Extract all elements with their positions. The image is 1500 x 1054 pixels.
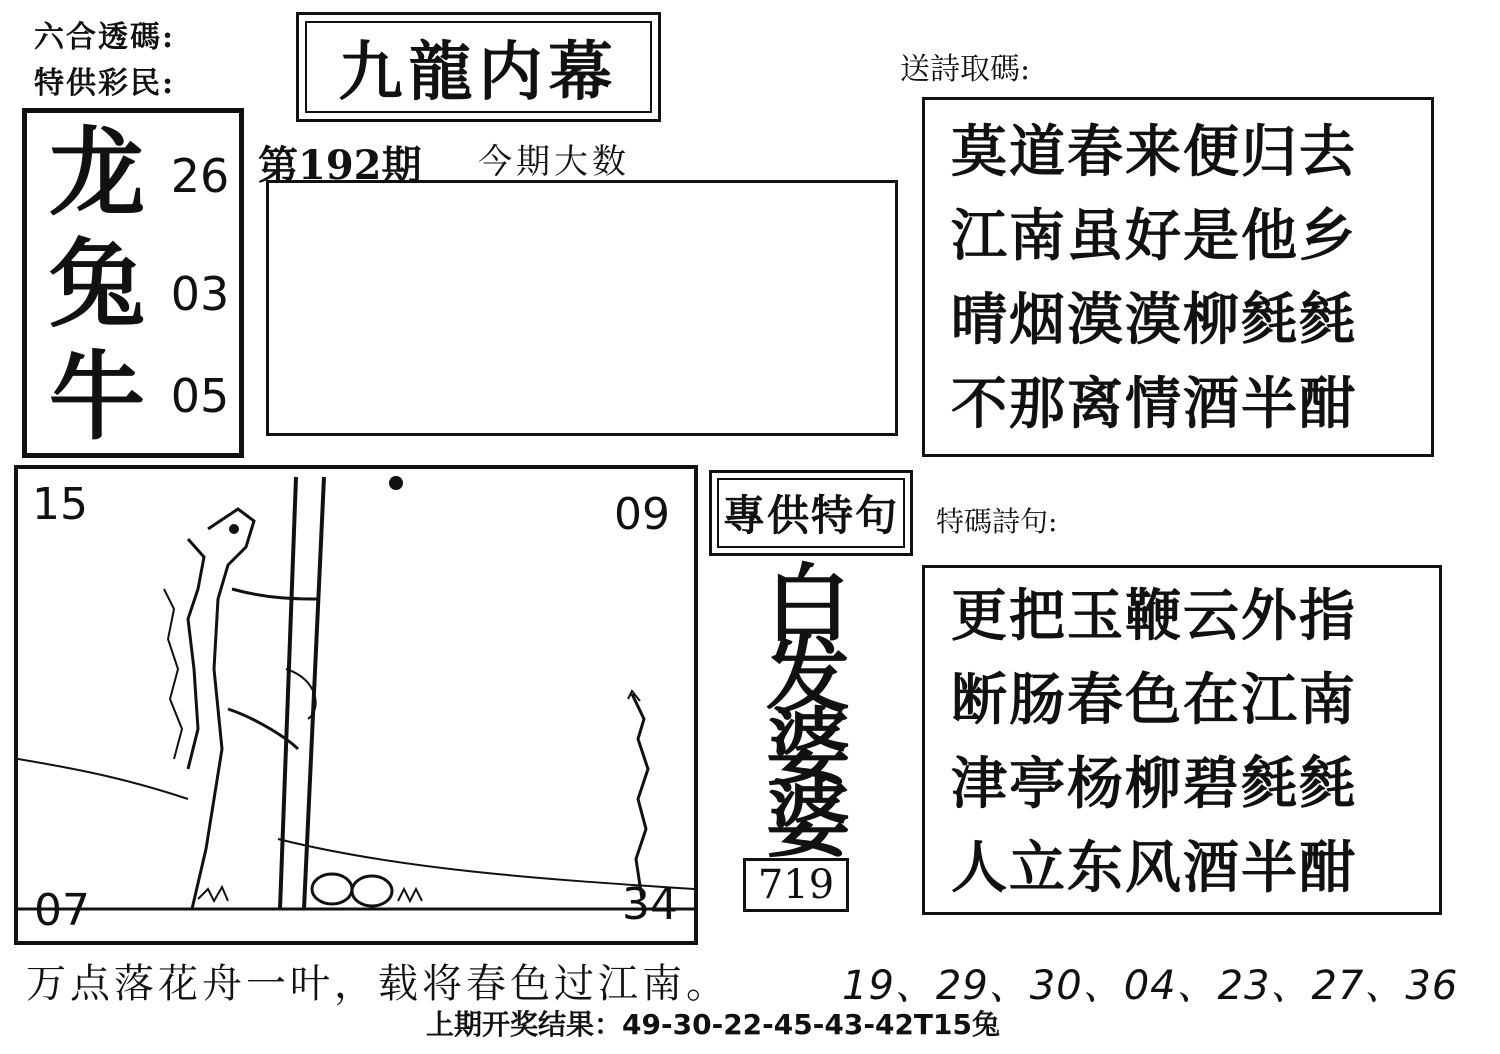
page-title: 九龍内幕 xyxy=(338,35,619,110)
zodiac-box xyxy=(22,108,244,458)
poem-line: 晴烟漠漠柳毵毵 xyxy=(951,287,1357,353)
zodiac-number: 26 xyxy=(170,149,230,203)
special-plaque-label: 專供特句 xyxy=(722,491,899,540)
poem2-heading: 特碼詩句: xyxy=(936,505,1058,538)
vertical-phrase-char: 婆 xyxy=(765,770,850,869)
zodiac-animal: 牛 xyxy=(49,340,145,453)
poem1-heading: 送詩取碼: xyxy=(900,52,1031,87)
poem-line: 江南虽好是他乡 xyxy=(951,203,1357,269)
big-number-box xyxy=(266,180,898,436)
corner-number-bottom-right: 34 xyxy=(622,879,678,930)
poem-line: 津亭杨柳碧毵毵 xyxy=(951,751,1357,817)
vertical-phrase xyxy=(748,554,868,869)
slogan-line-1: 六合透碼: xyxy=(34,20,176,55)
picture-box xyxy=(14,465,698,945)
issue-label: 第192期 xyxy=(258,142,422,189)
corner-number-top-right: 09 xyxy=(614,489,670,540)
zodiac-number: 05 xyxy=(170,369,230,423)
last-result xyxy=(426,1003,1000,1043)
corner-number-bottom-left: 07 xyxy=(34,885,90,936)
poem-line: 更把玉鞭云外指 xyxy=(951,583,1357,649)
last-result-label: 上期开奖结果： xyxy=(426,1008,623,1041)
vertical-phrase-char: 白 xyxy=(765,554,850,653)
zodiac-number: 03 xyxy=(170,267,230,321)
vertical-phrase-char: 婆 xyxy=(765,698,850,797)
zodiac-animal: 龙 xyxy=(49,116,145,229)
poem-line: 不那离情酒半酣 xyxy=(951,371,1357,437)
poem-line: 人立东风酒半酣 xyxy=(951,835,1357,901)
vertical-phrase-char: 发 xyxy=(765,626,850,725)
issue-subtitle: 今期大数 xyxy=(478,142,630,182)
corner-number-top-left: 15 xyxy=(32,479,88,530)
bottom-verse: 万点落花舟一叶，载将春色过江南。 xyxy=(26,961,730,1007)
slogan-line-2: 特供彩民: xyxy=(34,66,176,101)
poem-line: 断肠春色在江南 xyxy=(951,667,1357,733)
special-plaque xyxy=(709,470,913,556)
last-result-value: 49-30-22-45-43-42T15兔 xyxy=(622,1008,1000,1041)
poem-line: 莫道春来便归去 xyxy=(951,119,1357,185)
title-plaque xyxy=(296,12,661,122)
zodiac-animals xyxy=(41,117,153,453)
zodiac-animal: 兔 xyxy=(49,228,145,341)
poem1-box xyxy=(922,97,1434,457)
bottom-number-list: 19、29、30、04、23、27、36 xyxy=(842,963,1459,1009)
sketch-illustration xyxy=(18,469,694,941)
code-box: 719 xyxy=(743,858,849,912)
poem2-box xyxy=(922,565,1442,915)
